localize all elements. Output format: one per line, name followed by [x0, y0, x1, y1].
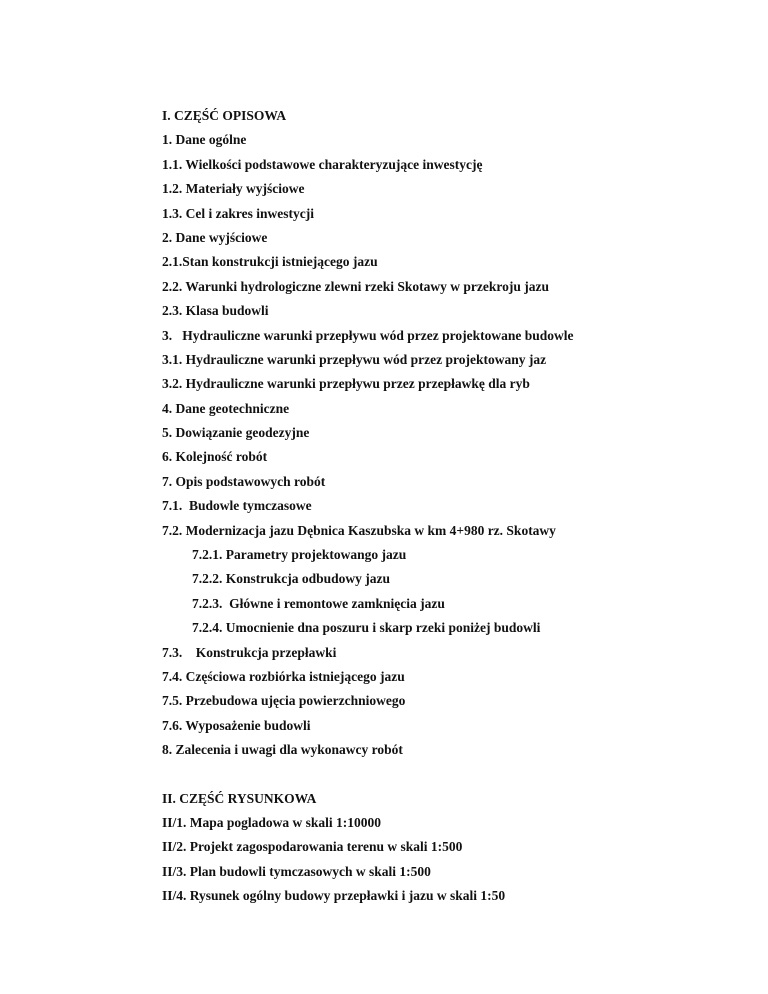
toc-subitem: 7.2.4. Umocnienie dna poszuru i skarp rzeki poniżej budowli: [192, 620, 541, 636]
toc-item: 7. Opis podstawowych robót: [162, 473, 326, 489]
toc-item: 4. Dane geotechniczne: [162, 400, 290, 416]
toc-item: 3. Hydrauliczne warunki przepływu wód przez projektowane budowle: [162, 327, 574, 343]
toc-item: 7.4. Częściowa rozbiórka istniejącego jazu: [162, 668, 405, 684]
drawing-item: II/1. Mapa pogladowa w skali 1:10000: [162, 814, 382, 830]
section-title-part1: I. CZĘŚĆ OPISOWA: [162, 108, 287, 123]
toc-item: 7.2. Modernizacja jazu Dębnica Kaszubska w km 4+980 rz. Skotawy: [162, 522, 556, 538]
toc-item: 2.1.Stan konstrukcji istniejącego jazu: [162, 254, 378, 270]
toc-item: 1.1. Wielkości podstawowe charakteryzujące inwestycję: [162, 156, 483, 172]
toc-item: 2. Dane wyjściowe: [162, 229, 268, 245]
toc-subitem: 7.2.1. Parametry projektowango jazu: [192, 547, 407, 563]
table-of-contents: [162, 104, 722, 909]
toc-item: 3.2. Hydrauliczne warunki przepływu przez przepławkę dla ryb: [162, 376, 530, 392]
toc-item: 7.5. Przebudowa ujęcia powierzchniowego: [162, 693, 406, 709]
toc-item: 1. Dane ogólne: [162, 132, 247, 148]
toc-item: 7.6. Wyposażenie budowli: [162, 717, 311, 733]
drawing-item: II/3. Plan budowli tymczasowych w skali 1:500: [162, 863, 431, 879]
toc-item: 3.1. Hydrauliczne warunki przepływu wód przez projektowany jaz: [162, 351, 547, 367]
drawing-item: II/4. Rysunek ogólny budowy przepławki i jazu w skali 1:50: [162, 888, 506, 904]
drawing-item: II/2. Projekt zagospodarowania terenu w skali 1:500: [162, 839, 463, 855]
section-gap: [162, 763, 722, 787]
toc-subitem: 7.2.3. Główne i remontowe zamknięcia jazu: [192, 595, 445, 611]
toc-item: 2.3. Klasa budowli: [162, 303, 269, 319]
toc-item: 1.3. Cel i zakres inwestycji: [162, 205, 314, 221]
toc-subitem: 7.2.2. Konstrukcja odbudowy jazu: [192, 571, 391, 587]
toc-item: 1.2. Materiały wyjściowe: [162, 181, 305, 197]
toc-item: 5. Dowiązanie geodezyjne: [162, 425, 310, 441]
toc-item: 7.1. Budowle tymczasowe: [162, 498, 312, 514]
toc-item: 2.2. Warunki hydrologiczne zlewni rzeki Skotawy w przekroju jazu: [162, 278, 550, 294]
toc-item: 6. Kolejność robót: [162, 449, 268, 465]
toc-item: 7.3. Konstrukcja przepławki: [162, 644, 337, 660]
section-title-part2: II. CZĘŚĆ RYSUNKOWA: [162, 790, 317, 806]
toc-item: 8. Zalecenia i uwagi dla wykonawcy robót: [162, 742, 403, 758]
